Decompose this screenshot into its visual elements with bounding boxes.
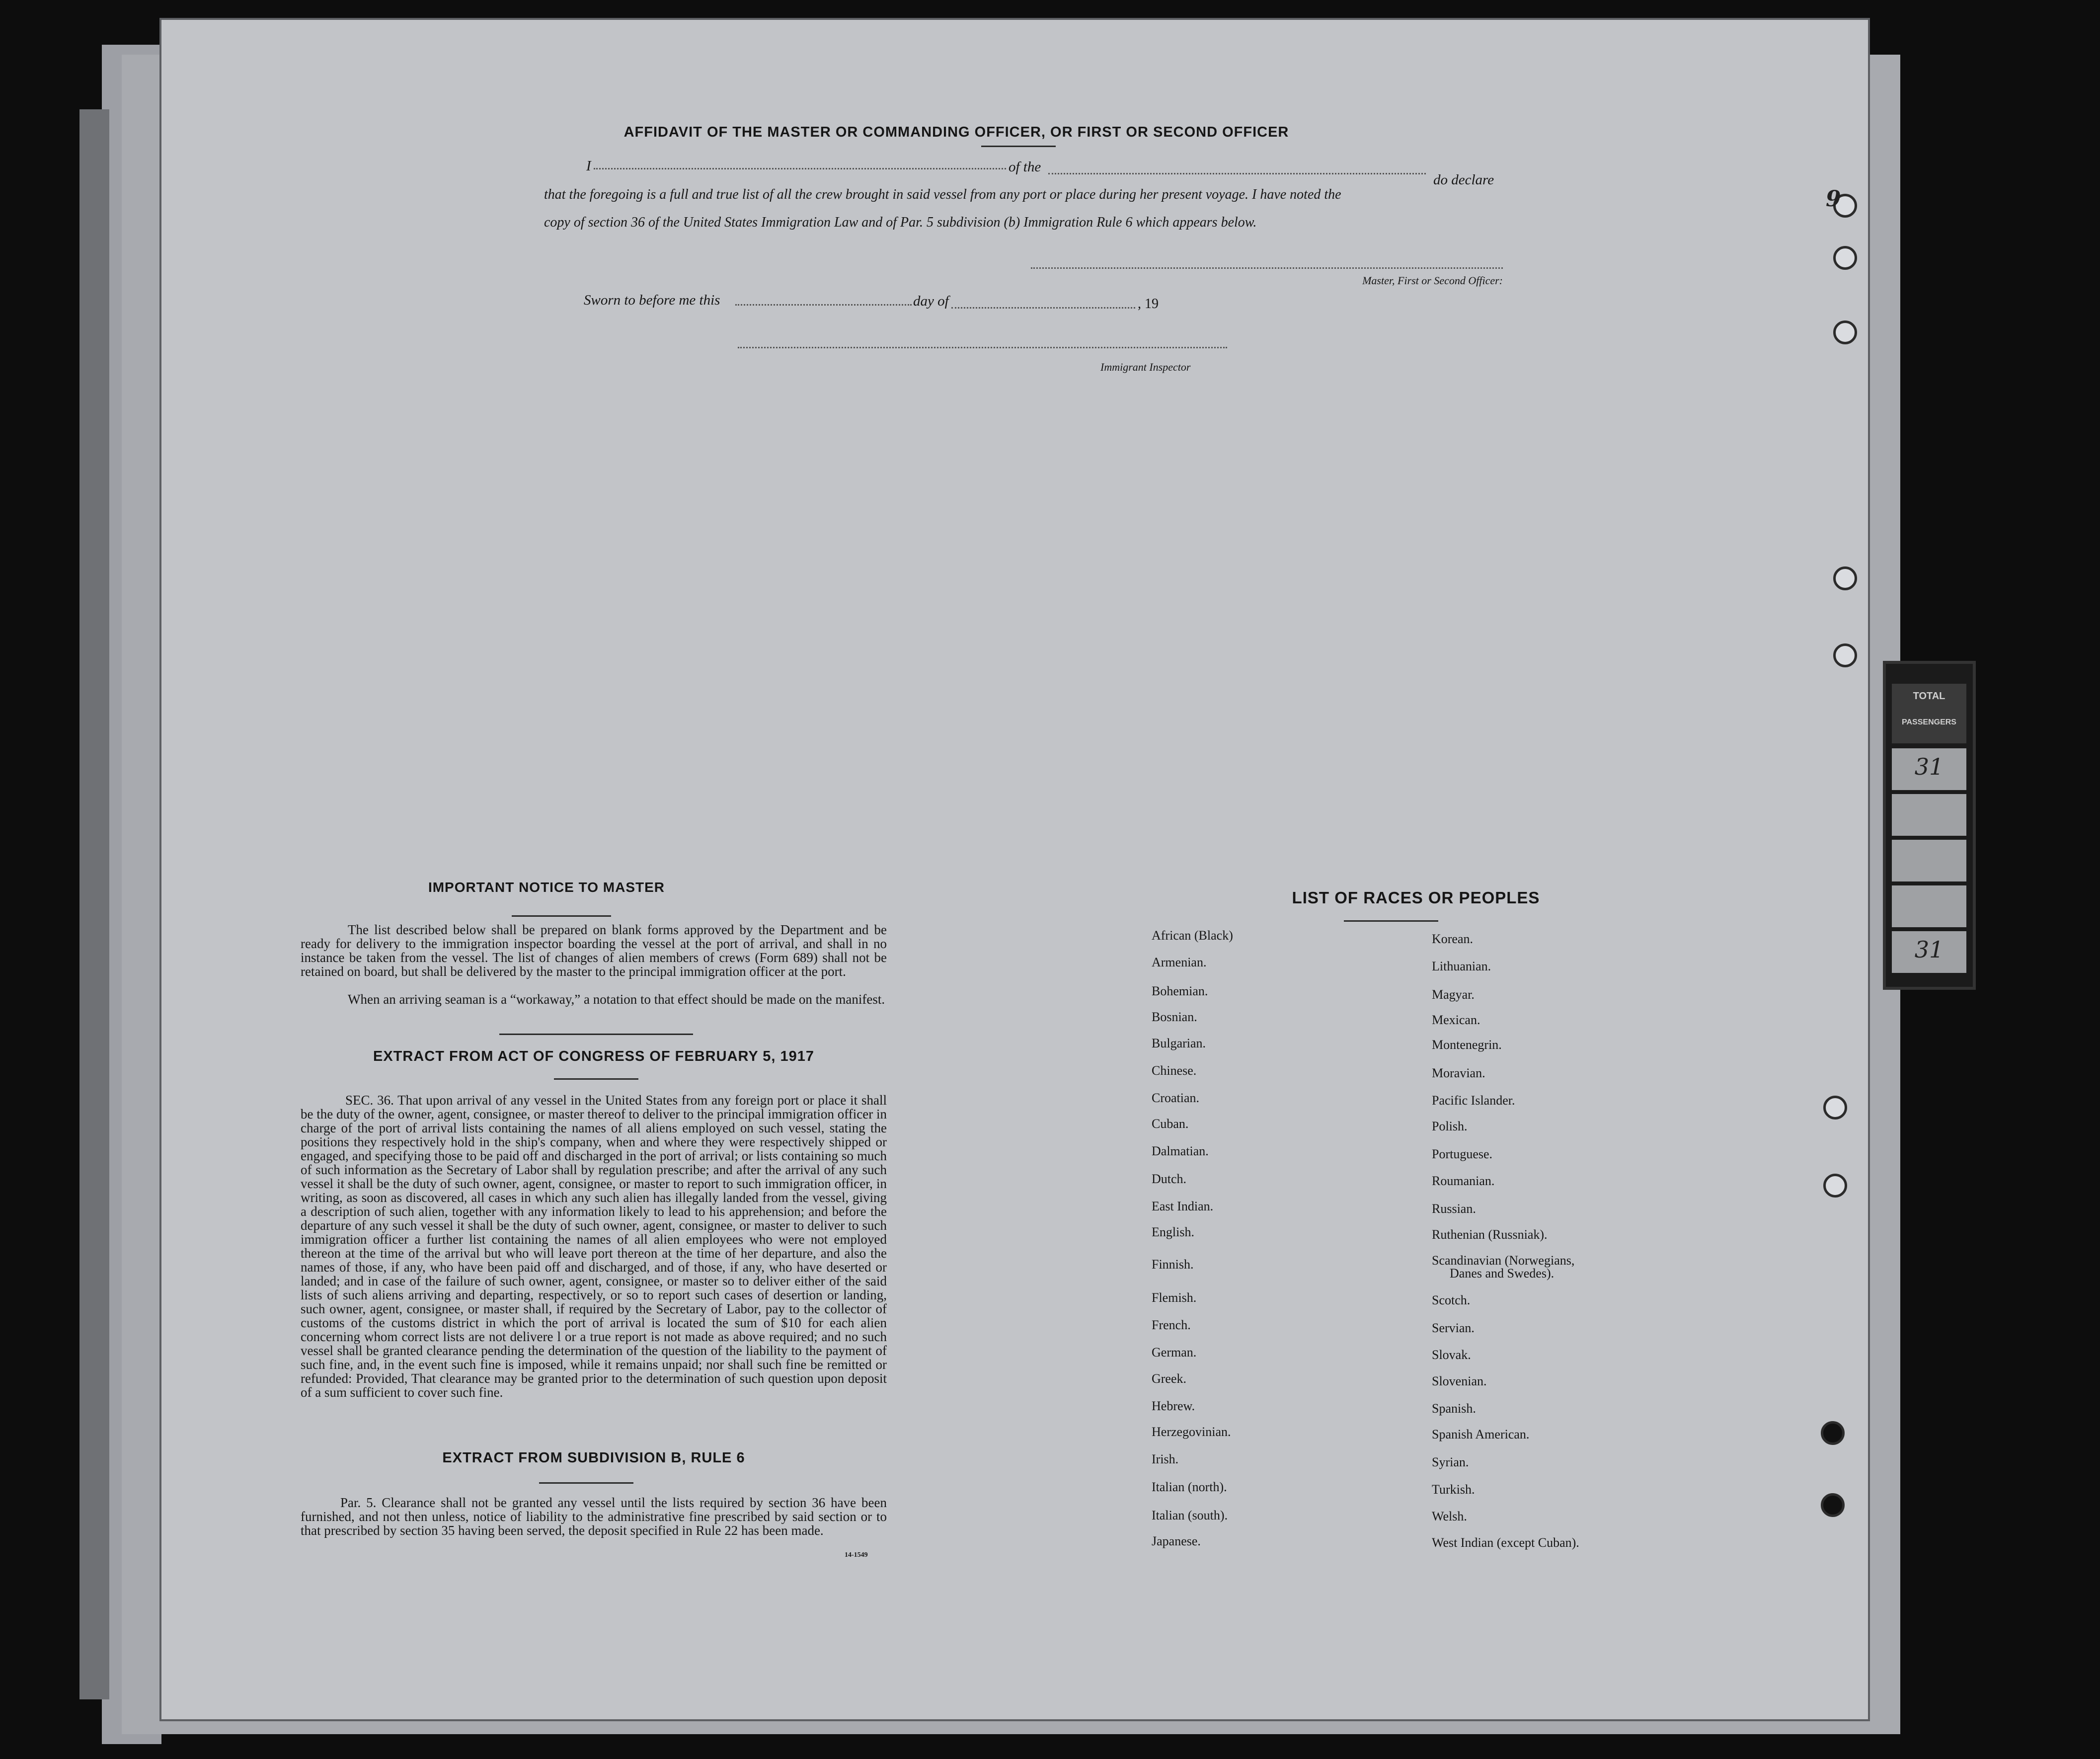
affidavit-i: I <box>586 158 591 174</box>
races-title: LIST OF RACES OR PEOPLES <box>1292 888 1540 907</box>
punch-hole <box>1833 246 1857 270</box>
race-right-item: Servian. <box>1432 1321 1475 1335</box>
race-left-item: Bosnian. <box>1152 1010 1197 1024</box>
race-left-item: Dalmatian. <box>1152 1144 1209 1158</box>
affidavit-do-declare: do declare <box>1433 172 1494 188</box>
race-left-item: Cuban. <box>1152 1117 1189 1131</box>
sworn-label: Sworn to before me this <box>584 292 720 308</box>
affidavit-of-the: of the <box>1009 159 1041 175</box>
back-page-edge <box>79 109 109 1699</box>
race-right-item: Polish. <box>1432 1119 1468 1133</box>
form-number: 14-1549 <box>845 1551 868 1559</box>
affidavit-title: AFFIDAVIT OF THE MASTER OR COMMANDING OFFICER, OR FIRST OR SECOND OFFICER <box>623 124 1289 140</box>
punch-hole <box>1833 566 1857 590</box>
tab-value-1: 31 <box>1914 753 1944 780</box>
race-right-item: Welsh. <box>1432 1509 1467 1523</box>
race-right-item: Spanish American. <box>1432 1427 1530 1441</box>
race-left-item: English. <box>1152 1225 1194 1239</box>
race-right-item: Slovenian. <box>1432 1374 1487 1388</box>
race-left-item: Bohemian. <box>1152 984 1208 998</box>
race-right-item: West Indian (except Cuban). <box>1432 1535 1579 1550</box>
race-right-item: Mexican. <box>1432 1013 1480 1027</box>
act-rule-bottom <box>554 1078 638 1080</box>
tab-header-passengers: PASSENGERS <box>1902 718 1956 726</box>
race-left-item: East Indian. <box>1152 1199 1214 1213</box>
race-left-item: Greek. <box>1152 1371 1187 1386</box>
day-of-label: day of <box>913 293 949 309</box>
race-left-item: Dutch. <box>1152 1172 1187 1186</box>
race-left-item: Irish. <box>1152 1452 1179 1466</box>
race-left-item: French. <box>1152 1318 1191 1332</box>
race-left-item: Italian (north). <box>1152 1480 1227 1494</box>
notice-rule <box>512 915 611 917</box>
race-left-item: Bulgarian. <box>1152 1036 1206 1050</box>
tab-header-total: TOTAL <box>1913 691 1945 702</box>
race-left-item: Hebrew. <box>1152 1399 1195 1413</box>
notice-p1: The list described below shall be prepared on blank forms approved by the Department and be ready for delivery to the immigration inspector boarding the vessel at the port of arrival, and shall in no instance be taken from the vessel. The list of changes of alien members of crews (Form 689) shall not be retained on board, but shall be delivered by the master to the principal immigration officer at the port. <box>301 922 887 979</box>
inspector-signature-line <box>738 347 1227 348</box>
totals-tab <box>1883 661 1976 990</box>
race-right-item: Magyar. <box>1432 987 1475 1002</box>
act-title: EXTRACT FROM ACT OF CONGRESS OF FEBRUARY 5, 1917 <box>373 1048 815 1064</box>
notice-p2: When an arriving seaman is a “workaway,” a notation to that effect should be made on the manifest. <box>348 992 885 1007</box>
race-left-item: Flemish. <box>1152 1290 1197 1305</box>
punch-hole <box>1833 643 1857 667</box>
inspector-caption: Immigrant Inspector <box>1100 361 1191 373</box>
race-right-item: Danes and Swedes). <box>1450 1266 1555 1280</box>
race-left-item: Armenian. <box>1152 955 1207 969</box>
race-right-item: Spanish. <box>1432 1401 1476 1416</box>
race-right-item: Korean. <box>1432 932 1474 946</box>
rule-title: EXTRACT FROM SUBDIVISION B, RULE 6 <box>442 1450 745 1466</box>
race-left-item: German. <box>1152 1345 1197 1359</box>
race-right-item: Pacific Islander. <box>1432 1093 1515 1108</box>
race-right-item: Turkish. <box>1432 1482 1475 1497</box>
affidavit-line1: that the foregoing is a full and true list of all the crew brought in said vessel from any port or place during her present voyage. I have noted the <box>544 187 1341 202</box>
race-right-item: Scandinavian (Norwegians, <box>1432 1253 1575 1268</box>
race-left-item: Finnish. <box>1152 1257 1194 1272</box>
race-left-item: Italian (south). <box>1152 1508 1228 1522</box>
tab-empty-cell <box>1892 885 1966 927</box>
name-blank <box>594 168 1006 169</box>
act-body: SEC. 36. That upon arrival of any vessel in the United States from any foreign port or place it shall be the duty of the owner, agent, consignee, or master thereof to deliver to the principal immigration officer in charge of the port of arrival lists containing the names of all aliens employed on such vessel, stating the positions they respectively hold in the ship's company, when and where they were respectively shipped or engaged, and specifying those to be paid off and discharged in the port of arrival; or lists containing so much of such information as the Secretary of Labor shall by regulation prescribe; and after the arrival of any such vessel it shall be the duty of such owner, agent, consignee, or master to report to such immigration officer, in writing, as soon as discovered, all cases in which any such alien has illegally landed from the vessel, giving a description of such alien, together with any information likely to lead to his apprehension; and before the departure of any such vessel it shall be the duty of such owner, agent, consignee, or master to deliver to such immigration officer a further list containing the names of all alien employees who were not employed thereon at the time of the arrival but who will leave port thereon at the time of her departure, and also the names of those, if any, who have been paid off and discharged, and of those, if any, who have deserted or landed; and in case of the failure of such owner, agent, consignee, or master so to deliver either of the said lists of such aliens arriving and departing, respectively, or so to report such cases of desertion or landing, such owner, agent, consignee, or master shall, if required by the Secretary of Labor, pay to the collector of customs of the customs district in which the port of arrival is located the sum of $10 for each alien concerning whom correct lists are not delivere l or a true report is not made as above required; and no such vessel shall be granted clearance pending the determination of the question of the liability to the payment of such fine, and, in the event such fine is imposed, while it remains unpaid; nor shall such fine be remitted or refunded: Provided, That clearance may be granted prior to the determination of such question upon deposit of a sum sufficient to cover such fine. <box>301 1093 887 1400</box>
tab-header-cell <box>1892 684 1966 743</box>
month-blank <box>951 307 1135 309</box>
tab-empty-cell <box>1892 794 1966 836</box>
master-signature-line <box>1031 267 1503 269</box>
race-left-item: Herzegovinian. <box>1152 1425 1231 1439</box>
race-right-item: Russian. <box>1432 1201 1476 1216</box>
master-caption: Master, First or Second Officer: <box>1362 274 1503 287</box>
race-right-item: Roumanian. <box>1432 1174 1495 1188</box>
races-rule <box>1344 920 1438 922</box>
tab-value-cell <box>1892 931 1966 973</box>
race-right-item: Lithuanian. <box>1432 959 1491 973</box>
act-rule-top <box>499 1034 693 1035</box>
rule-body: Par. 5. Clearance shall not be granted any vessel until the lists required by section 36 have been furnished, and not then unless, notice of liability to the administrative fine prescribed by said section or to that prescribed by section 35 having been served, the deposit specified in Rule 22 has been made. <box>301 1495 887 1538</box>
race-left-item: Croatian. <box>1152 1091 1200 1105</box>
punch-hole <box>1833 320 1857 344</box>
punch-hole <box>1821 1493 1845 1517</box>
vessel-blank <box>1048 173 1426 174</box>
race-right-item: Montenegrin. <box>1432 1038 1502 1052</box>
race-right-item: Ruthenian (Russniak). <box>1432 1227 1548 1242</box>
punch-hole <box>1823 1096 1847 1119</box>
race-left-item: Japanese. <box>1152 1534 1201 1548</box>
sworn-day-blank <box>735 304 912 306</box>
affidavit-line2: copy of section 36 of the United States Immigration Law and of Par. 5 subdivision (b) Immigration Rule 6 which appears below. <box>544 215 1257 230</box>
tab-value-cell <box>1892 748 1966 790</box>
race-right-item: Moravian. <box>1432 1066 1485 1080</box>
punch-hole <box>1821 1421 1845 1445</box>
race-right-item: Portuguese. <box>1432 1147 1493 1161</box>
race-right-item: Slovak. <box>1432 1348 1471 1362</box>
rule-rule <box>539 1482 633 1484</box>
margin-mark: 9 <box>1826 186 1841 212</box>
year-label: , 19 <box>1138 296 1159 312</box>
tab-empty-cell <box>1892 840 1966 881</box>
punch-hole <box>1823 1174 1847 1198</box>
tab-value-2: 31 <box>1914 936 1944 963</box>
title-rule <box>981 146 1056 147</box>
race-right-item: Scotch. <box>1432 1293 1471 1307</box>
race-left-item: Chinese. <box>1152 1063 1197 1078</box>
race-left-item: African (Black) <box>1152 928 1233 943</box>
race-right-item: Syrian. <box>1432 1455 1469 1469</box>
notice-title: IMPORTANT NOTICE TO MASTER <box>428 880 665 895</box>
